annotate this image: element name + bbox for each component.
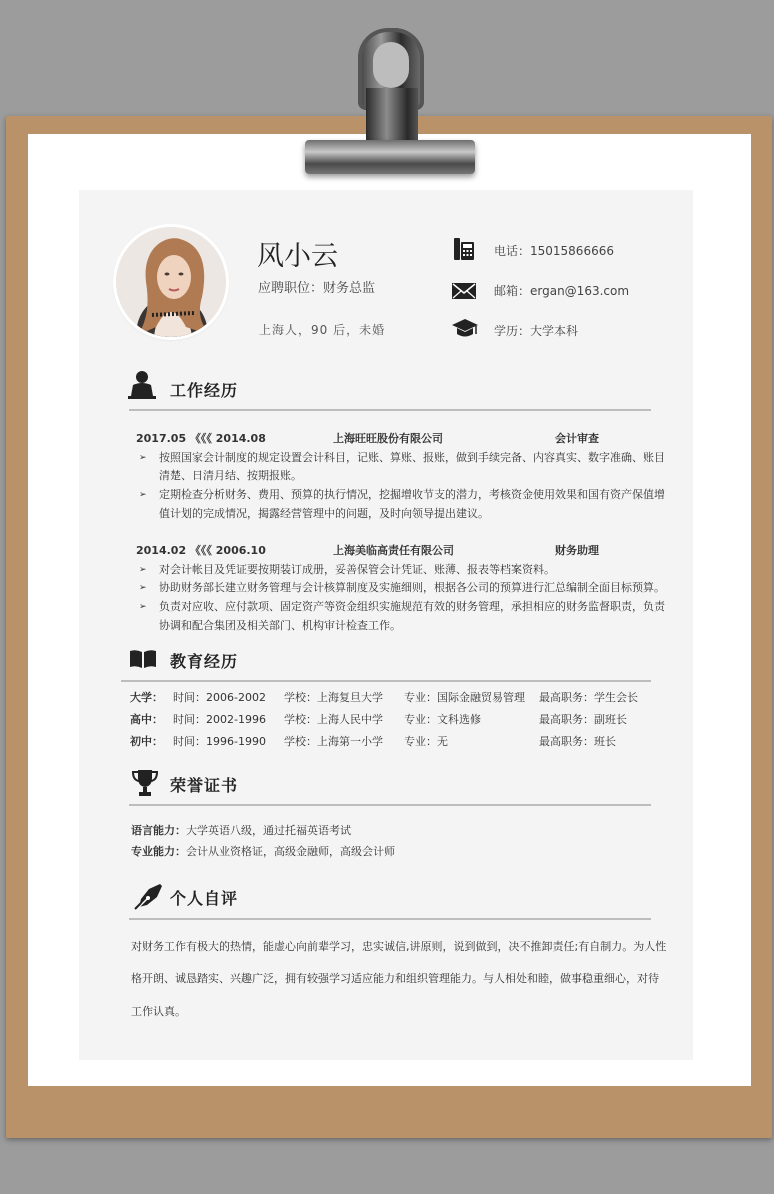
section-divider	[129, 409, 651, 411]
phone-text: 电话：15015866666	[494, 244, 614, 258]
job-duty: 定期检查分析财务、费用、预算的执行情况，挖掘增收节支的潜力，考核资金使用效果和国有资产保值增	[159, 488, 665, 501]
arrow-bullet-icon: ➢	[139, 490, 147, 500]
self-evaluation-line: 工作认真。	[131, 1005, 186, 1018]
arrow-bullet-icon: ➢	[139, 602, 147, 612]
honor-text: 会计从业资格证，高级金融师，高级会计师	[186, 845, 395, 858]
edu-major: 专业：文科选修	[404, 713, 481, 726]
phone-icon	[451, 236, 477, 262]
honor-item	[131, 822, 351, 838]
job-period: 2017.05 《《《 2014.08	[136, 432, 266, 445]
job-period: 2014.02 《《《 2006.10	[136, 544, 266, 557]
honor-label: 语言能力：	[131, 824, 186, 837]
job-duty: 协助财务部长建立财务管理与会计核算制度及实施细则，根据各公司的预算进行汇总编制全面目标预算。	[159, 581, 665, 594]
edu-level: 大学：	[130, 691, 163, 704]
desired-position: 应聘职位：财务总监	[258, 281, 376, 296]
job-duty: 按照国家会计制度的规定设置会计科目，记账、算账、报账，做到手续完备、内容真实、数字准确、账目	[159, 451, 665, 464]
job-duty: 负责对应收、应付款项、固定资产等资金组织实施规范有效的财务管理，承担相应的财务监督职责，负责	[159, 600, 665, 613]
edu-school: 学校：上海人民中学	[284, 713, 383, 726]
job-duty: 清楚、日清月结、按期报账。	[159, 469, 302, 482]
arrow-bullet-icon: ➢	[139, 453, 147, 463]
job-duty: 对会计帐目及凭证要按期装订成册，妥善保管会计凭证、账薄、报表等档案资料。	[159, 563, 555, 576]
edu-major: 专业：国际金融贸易管理	[404, 691, 525, 704]
honor-text: 大学英语八级，通过托福英语考试	[186, 824, 351, 837]
self-evaluation-line: 格开朗、诚恳踏实、兴趣广泛，拥有较强学习适应能力和组织管理能力。与人相处和睦，做事稳重细心，对待	[131, 972, 659, 985]
edu-school: 学校：上海复旦大学	[284, 691, 383, 704]
section-divider	[129, 918, 651, 920]
edu-level: 高中：	[130, 713, 163, 726]
edu-time: 时间：1996-1990	[173, 735, 266, 748]
edu-time: 时间：2006-2002	[173, 691, 266, 704]
email-text: 邮箱：ergan@163.com	[494, 284, 630, 298]
section-title-honors: 荣誉证书	[170, 776, 239, 795]
edu-level: 初中：	[130, 735, 163, 748]
worker-icon	[127, 368, 157, 404]
job-duty: 协调和配合集团及相关部门、机构审计检查工作。	[159, 619, 401, 632]
edu-duty: 最高职务：学生会长	[539, 691, 638, 704]
edu-duty: 最高职务：副班长	[539, 713, 627, 726]
edu-duty: 最高职务：班长	[539, 735, 616, 748]
mail-icon	[451, 278, 477, 304]
edu-major: 专业：无	[404, 735, 448, 748]
trophy-icon	[131, 768, 159, 802]
edu-school: 学校：上海第一小学	[284, 735, 383, 748]
clip-hole	[373, 42, 409, 88]
personal-info: 上海人，90 后，未婚	[259, 323, 386, 337]
clip-body	[366, 88, 418, 144]
honor-label: 专业能力：	[131, 845, 186, 858]
section-title-work: 工作经历	[170, 381, 239, 400]
book-icon	[129, 648, 157, 674]
job-role: 会计审查	[555, 432, 599, 445]
arrow-bullet-icon: ➢	[139, 565, 147, 575]
self-evaluation-line: 对财务工作有极大的热情，能虚心向前辈学习，忠实诚信,讲原则，说到做到，决不推卸责任;有自制力。为人性	[131, 940, 667, 953]
section-divider	[121, 680, 651, 682]
honor-item	[131, 843, 395, 859]
section-title-self-evaluation: 个人自评	[170, 889, 239, 908]
arrow-bullet-icon: ➢	[139, 583, 147, 593]
job-company: 上海旺旺股份有限公司	[333, 432, 443, 445]
job-duty: 值计划的完成情况，揭露经营管理中的问题，及时向领导提出建议。	[159, 507, 489, 520]
job-company: 上海美临高责任有限公司	[333, 544, 454, 557]
job-role: 财务助理	[555, 544, 599, 557]
education-text: 学历：大学本科	[494, 324, 579, 338]
graduation-cap-icon	[451, 316, 477, 342]
avatar	[116, 227, 226, 337]
edu-time: 时间：2002-1996	[173, 713, 266, 726]
section-title-education: 教育经历	[170, 652, 239, 671]
candidate-name: 风小云	[257, 241, 338, 272]
pen-nib-icon	[133, 881, 163, 915]
clip-base	[305, 140, 475, 174]
section-divider	[129, 804, 651, 806]
